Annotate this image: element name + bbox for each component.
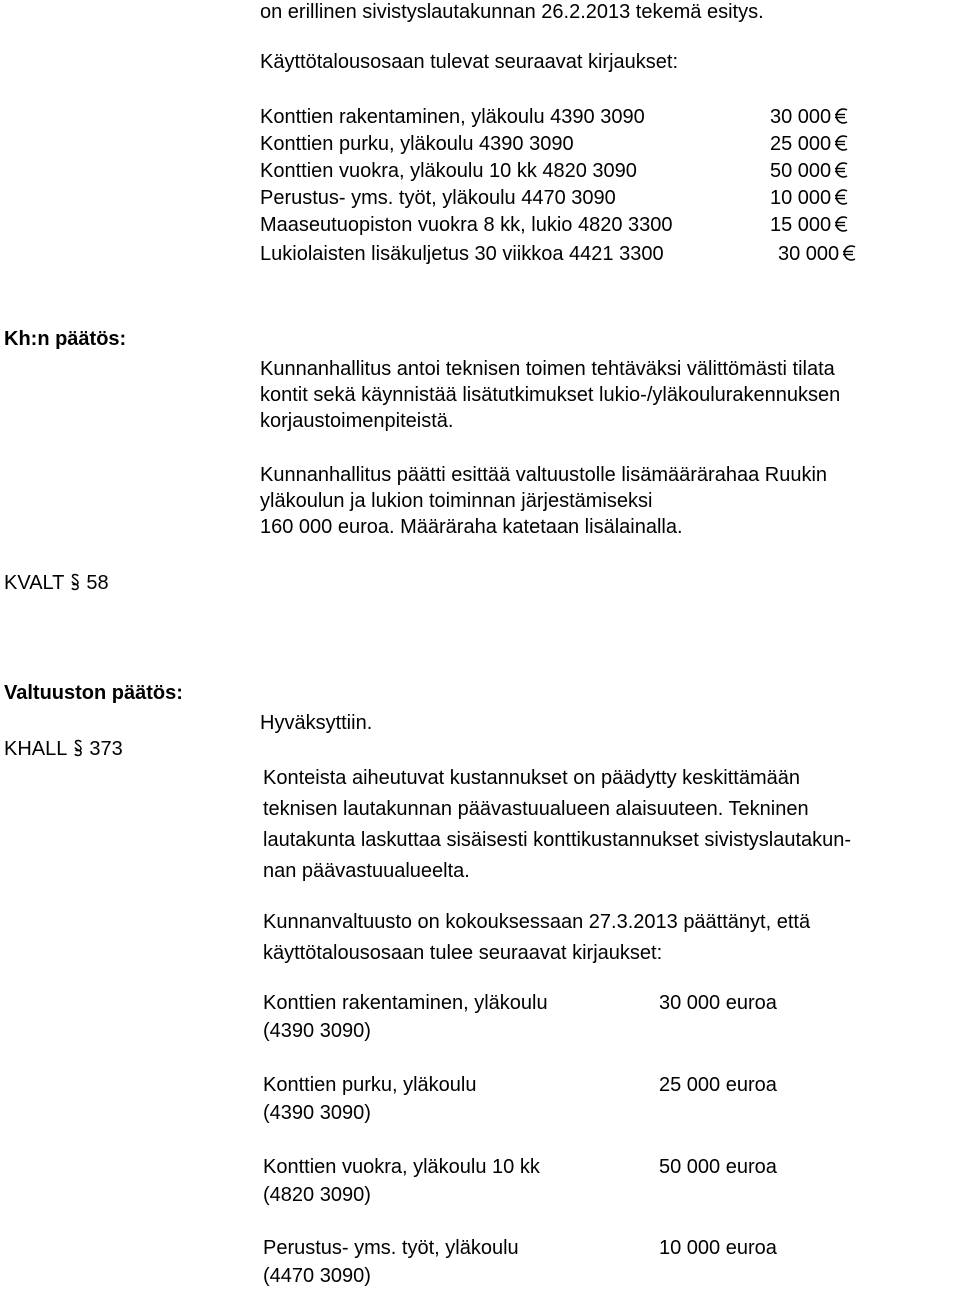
final-entry-label: Konttien purku, yläkoulu bbox=[263, 1074, 477, 1096]
ledger-item-amount: 30 000 bbox=[778, 243, 840, 265]
final-entry bbox=[263, 1234, 943, 1290]
ledger-item-label: Perustus- yms. työt, yläkoulu 4470 3090 bbox=[260, 187, 616, 209]
ledger-item-amount: 50 000 bbox=[770, 160, 832, 182]
paragraph-line: Kunnanhallitus päätti esittää valtuustolle lisämäärärahaa Ruukin bbox=[260, 464, 828, 486]
section-sign-icon bbox=[68, 572, 82, 592]
paragraph-line: yläkoulun ja lukion toiminnan järjestämiseksi bbox=[260, 490, 653, 512]
kh-decision-heading: Kh:n päätös: bbox=[4, 328, 127, 350]
final-entry-code: (4820 3090) bbox=[263, 1184, 371, 1206]
euro-sign-icon bbox=[835, 134, 849, 152]
ledger-item-amount: 30 000 bbox=[770, 106, 832, 128]
final-entry-label: Konttien vuokra, yläkoulu 10 kk bbox=[263, 1156, 540, 1178]
final-entry-label: Konttien rakentaminen, yläkoulu bbox=[263, 992, 548, 1014]
paragraph-line: teknisen lautakunnan päävastuualueen alaisuuteen. Tekninen bbox=[263, 798, 809, 820]
paragraph-line: nan päävastuualueelta. bbox=[263, 860, 470, 882]
paragraph-line: Kunnanhallitus antoi teknisen toimen tehtäväksi välittömästi tilata bbox=[260, 358, 835, 380]
final-entry-amount: 30 000 euroa bbox=[659, 992, 777, 1014]
khall-reference bbox=[4, 736, 123, 762]
final-entry-label: Perustus- yms. työt, yläkoulu bbox=[263, 1237, 519, 1259]
paragraph-line: Konteista aiheutuvat kustannukset on päädytty keskittämään bbox=[263, 767, 801, 789]
ledger-item-amount: 25 000 bbox=[770, 133, 832, 155]
top-line: on erillinen sivistyslautakunnan 26.2.2013 tekemä esitys. bbox=[260, 1, 764, 23]
final-entry bbox=[263, 1153, 943, 1209]
euro-sign-icon bbox=[835, 107, 849, 125]
ledger-item-amount: 10 000 bbox=[770, 187, 832, 209]
paragraph-line: lautakunta laskuttaa sisäisesti konttikustannukset sivistyslautakun- bbox=[263, 829, 852, 851]
section-sign-icon bbox=[71, 738, 85, 758]
ledger-item-label: Lukiolaisten lisäkuljetus 30 viikkoa 4421 3300 bbox=[260, 243, 664, 265]
final-entry bbox=[263, 989, 943, 1045]
approved-text: Hyväksyttiin. bbox=[260, 712, 373, 734]
kh-paragraph-2 bbox=[260, 462, 827, 540]
reference-prefix: KHALL bbox=[4, 738, 68, 760]
paragraph-line: 160 000 euroa. Määräraha katetaan lisälainalla. bbox=[260, 516, 683, 538]
final-entry-amount: 10 000 euroa bbox=[659, 1237, 777, 1259]
ledger-item-label: Konttien vuokra, yläkoulu 10 kk 4820 3090 bbox=[260, 160, 637, 182]
euro-sign-icon bbox=[835, 215, 849, 233]
final-entry-code: (4390 3090) bbox=[263, 1020, 371, 1042]
final-entry bbox=[263, 1071, 943, 1127]
council-paragraph-1 bbox=[263, 763, 851, 887]
kh-paragraph-1 bbox=[260, 356, 840, 434]
final-entry-code: (4470 3090) bbox=[263, 1265, 371, 1287]
reference-prefix: KVALT bbox=[4, 572, 65, 594]
council-decision-heading: Valtuuston päätös: bbox=[4, 682, 183, 704]
ledger-item-label: Konttien rakentaminen, yläkoulu 4390 3090 bbox=[260, 106, 645, 128]
ledger-item-label: Konttien purku, yläkoulu 4390 3090 bbox=[260, 133, 574, 155]
kvalt-reference bbox=[4, 570, 109, 596]
reference-number: 373 bbox=[89, 738, 123, 760]
reference-number: 58 bbox=[86, 572, 109, 594]
ledger-item-label: Maaseutuopiston vuokra 8 kk, lukio 4820 3300 bbox=[260, 214, 673, 236]
euro-sign-icon bbox=[835, 161, 849, 179]
euro-sign-icon bbox=[843, 244, 857, 262]
final-entry-code: (4390 3090) bbox=[263, 1102, 371, 1124]
final-entry-amount: 50 000 euroa bbox=[659, 1156, 777, 1178]
final-entry-amount: 25 000 euroa bbox=[659, 1074, 777, 1096]
paragraph-line: kontit sekä käynnistää lisätutkimukset lukio-/yläkoulurakennuksen bbox=[260, 384, 841, 406]
paragraph-line: käyttötalousosaan tulee seuraavat kirjaukset: bbox=[263, 942, 663, 964]
council-paragraph-2 bbox=[263, 907, 810, 969]
ledger-item-amount: 15 000 bbox=[770, 214, 832, 236]
paragraph-line: Kunnanvaltuusto on kokouksessaan 27.3.2013 päättänyt, että bbox=[263, 911, 811, 933]
intro-text: Käyttötalousosaan tulevat seuraavat kirjaukset: bbox=[260, 51, 679, 73]
paragraph-line: korjaustoimenpiteistä. bbox=[260, 410, 454, 432]
euro-sign-icon bbox=[835, 188, 849, 206]
